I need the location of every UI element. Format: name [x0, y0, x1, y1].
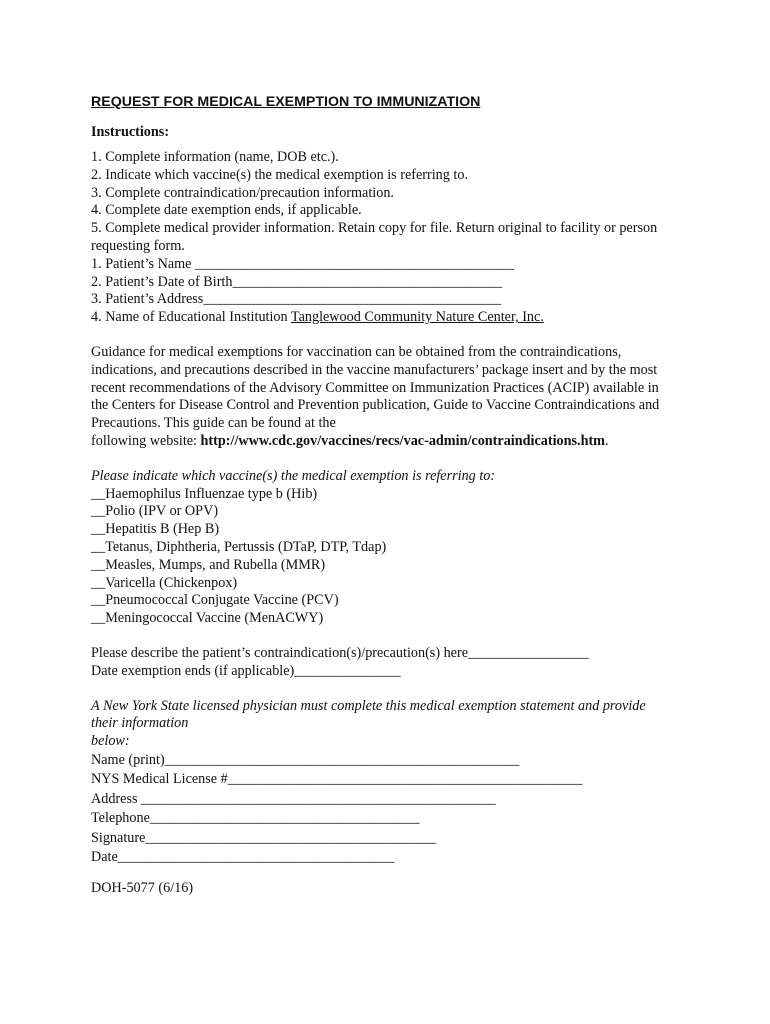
- vaccine-item[interactable]: __Hepatitis B (Hep B): [91, 521, 220, 538]
- website-suffix: .: [605, 432, 609, 449]
- date-field[interactable]: Date_______________________________________: [91, 849, 395, 866]
- vaccine-item[interactable]: __Measles, Mumps, and Rubella (MMR): [91, 556, 326, 573]
- guidance-section: [91, 344, 691, 451]
- patient-name-field[interactable]: 1. Patient’s Name _____________________________________________: [91, 255, 515, 272]
- page-title: REQUEST FOR MEDICAL EXEMPTION TO IMMUNIZATION: [91, 94, 481, 110]
- instructions-list: [91, 149, 691, 256]
- instructions-heading: Instructions:: [91, 124, 170, 140]
- contraindication-field[interactable]: Please describe the patient’s contraindication(s)/precaution(s) here_________________: [91, 644, 589, 661]
- telephone-field[interactable]: Telephone______________________________________: [91, 810, 420, 827]
- vaccine-item[interactable]: __Meningococcal Vaccine (MenACWY): [91, 610, 324, 627]
- institution-field[interactable]: [91, 309, 691, 327]
- physician-statement-end: below:: [91, 733, 130, 750]
- website-link[interactable]: http://www.cdc.gov/vaccines/recs/vac-admin/contraindications.htm: [200, 432, 606, 449]
- physician-address-field[interactable]: Address __________________________________________________: [91, 790, 496, 807]
- instruction-item: 5. Complete medical provider information. Retain copy for file. Return original to facility or person requesting form.: [91, 220, 658, 254]
- guidance-text: Guidance for medical exemptions for vaccination can be obtained from the contraindications, indications, and precautions described in the vaccine manufacturers’ package insert and by the most recent recommendations of the Advisory Committee on Immunization Practices (ACIP) available in the Centers for Disease Control and Prevention publication, Guide to Vaccine Contraindications and Precautions. This guide can be found at the: [91, 343, 660, 432]
- medical-license-field[interactable]: NYS Medical License #__________________________________________________: [91, 771, 583, 788]
- patient-fields: [91, 256, 691, 327]
- website-prefix: following website:: [91, 432, 201, 449]
- signature-field[interactable]: Signature_________________________________________: [91, 829, 437, 846]
- institution-value: Tanglewood Community Nature Center, Inc.: [290, 309, 544, 326]
- form-number: DOH-5077 (6/16): [91, 879, 194, 896]
- exemption-end-field[interactable]: Date exemption ends (if applicable)_______________: [91, 662, 401, 679]
- instruction-item: 1. Complete information (name, DOB etc.).: [91, 149, 339, 165]
- physician-name-field[interactable]: Name (print)__________________________________________________: [91, 751, 520, 768]
- vaccine-prompt: Please indicate which vaccine(s) the medical exemption is referring to:: [91, 467, 496, 484]
- institution-label: 4. Name of Educational Institution: [91, 309, 291, 326]
- physician-section: [91, 698, 691, 868]
- guidance-website-line: [91, 433, 691, 451]
- vaccine-item[interactable]: __Varicella (Chickenpox): [91, 574, 238, 591]
- patient-dob-field[interactable]: 2. Patient’s Date of Birth______________________________________: [91, 273, 503, 290]
- vaccine-item[interactable]: __Haemophilus Influenzae type b (Hib): [91, 485, 318, 502]
- patient-address-field[interactable]: 3. Patient’s Address__________________________________________: [91, 291, 502, 308]
- vaccine-item[interactable]: __Polio (IPV or OPV): [91, 503, 219, 520]
- instruction-item: 4. Complete date exemption ends, if applicable.: [91, 202, 362, 219]
- instruction-item: 3. Complete contraindication/precaution information.: [91, 184, 394, 201]
- vaccine-section: [91, 468, 691, 628]
- vaccine-item[interactable]: __Tetanus, Diphtheria, Pertussis (DTaP, DTP, Tdap): [91, 538, 387, 555]
- instruction-item: 2. Indicate which vaccine(s) the medical exemption is referring to.: [91, 166, 469, 183]
- exemption-form: [91, 94, 691, 898]
- vaccine-item[interactable]: __Pneumococcal Conjugate Vaccine (PCV): [91, 592, 339, 609]
- physician-statement: A New York State licensed physician must complete this medical exemption statement and provide their information: [91, 697, 646, 732]
